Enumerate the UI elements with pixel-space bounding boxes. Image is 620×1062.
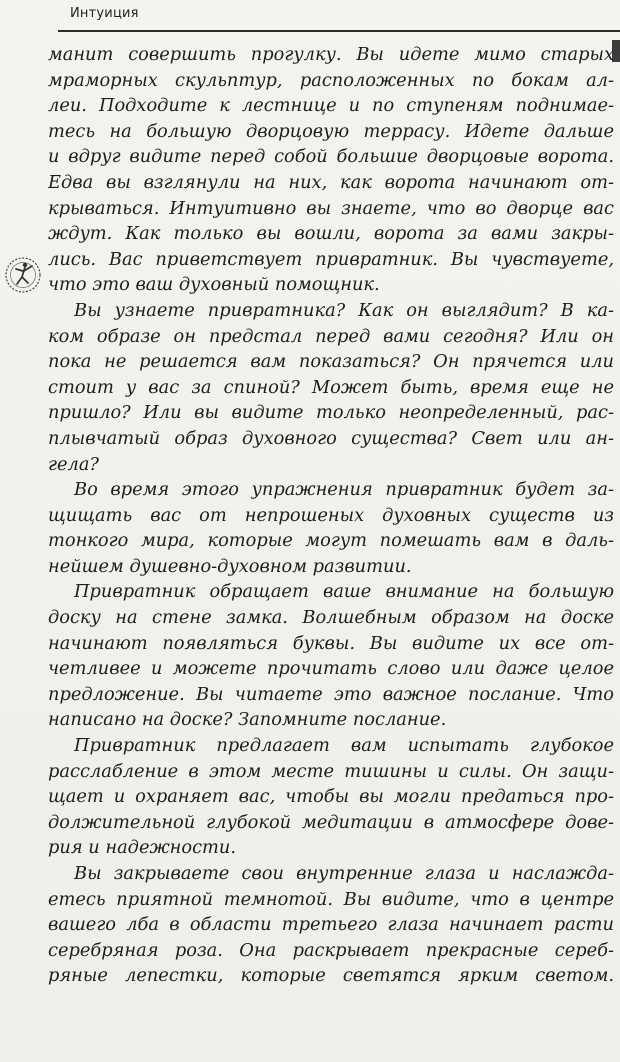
text-line: что это ваш духовный помощник. <box>48 274 380 296</box>
body-text <box>48 42 614 989</box>
text-line: мраморных скульптур, расположенных по бокам ал- <box>48 69 614 91</box>
text-line: щает и охраняет вас, чтобы вы могли предаться про- <box>48 786 614 808</box>
text-line: лись. Вас приветствует привратник. Вы чувствуете, <box>48 248 614 270</box>
paragraph-1 <box>48 42 614 298</box>
dancing-figure-emblem-icon <box>3 253 43 297</box>
text-line: написано на доске? Запомните послание. <box>48 709 447 731</box>
text-line: должительной глубокой медитации в атмосфере дове- <box>48 811 614 833</box>
paragraph-2 <box>48 298 614 477</box>
running-head-title: Интуиция <box>70 6 139 21</box>
text-line: вашего лба в области третьего глаза начинает расти <box>48 914 614 936</box>
header-rule <box>58 30 620 32</box>
text-line: ком образе он предстал перед вами сегодня? Или он <box>48 325 614 347</box>
text-line: серебряная роза. Она раскрывает прекрасные сереб- <box>48 939 614 961</box>
text-line: Привратник обращает ваше внимание на большую <box>74 581 614 603</box>
text-line: тесь на большую дворцовую террасу. Идете дальше <box>48 120 614 142</box>
text-line: стоит у вас за спиной? Может быть, время еще не <box>48 376 614 398</box>
text-line: манит совершить прогулку. Вы идете мимо старых <box>48 44 614 65</box>
text-line: начинают появляться буквы. Вы видите их все от- <box>48 632 614 654</box>
text-line: доску на стене замка. Волшебным образом на доске <box>48 607 614 629</box>
text-line: пока не решается вам показаться? Он прячется или <box>48 351 614 373</box>
text-line: рия и надежности. <box>48 837 237 859</box>
text-line: ряные лепестки, которые светятся ярким светом. <box>48 965 614 987</box>
text-line: леи. Подходите к лестнице и по ступеням поднимае- <box>48 95 614 117</box>
paragraph-6 <box>48 861 614 989</box>
text-line: плывчатый образ духовного существа? Свет или ан- <box>48 427 614 449</box>
text-line: нейшем душевно-духовном развитии. <box>48 555 412 577</box>
text-line: четливее и можете прочитать слово или даже целое <box>48 658 614 680</box>
text-line: Во время этого упражнения привратник будет за- <box>74 479 614 501</box>
paragraph-4 <box>48 579 614 733</box>
text-line: крываться. Интуитивно вы знаете, что во дворце вас <box>48 197 614 219</box>
paragraph-3 <box>48 477 614 579</box>
text-line: Вы закрываете свои внутренние глаза и наслажда- <box>74 863 614 884</box>
text-line: предложение. Вы читаете это важное послание. Что <box>48 683 614 705</box>
text-line: Вы узнаете привратника? Как он выглядит? В ка- <box>74 299 614 321</box>
text-line: расслабление в этом месте тишины и силы. Он защи- <box>48 760 614 782</box>
text-line: пришло? Или вы видите только неопределенный, рас- <box>48 402 614 424</box>
text-line: гела? <box>48 453 99 475</box>
text-line: Привратник предлагает вам испытать глубокое <box>74 735 614 757</box>
text-line: и вдруг видите перед собой большие дворцовые ворота. <box>48 146 614 168</box>
text-line: етесь приятной темнотой. Вы видите, что в центре <box>48 888 614 910</box>
text-line: Едва вы взглянули на них, как ворота начинают от- <box>48 171 614 193</box>
text-line: ждут. Как только вы вошли, ворота за вами закры- <box>48 223 614 245</box>
paragraph-5 <box>48 733 614 861</box>
text-line: тонкого мира, которые могут помешать вам в даль- <box>48 530 614 552</box>
text-line: щищать вас от непрошеных духовных существ из <box>48 504 614 526</box>
